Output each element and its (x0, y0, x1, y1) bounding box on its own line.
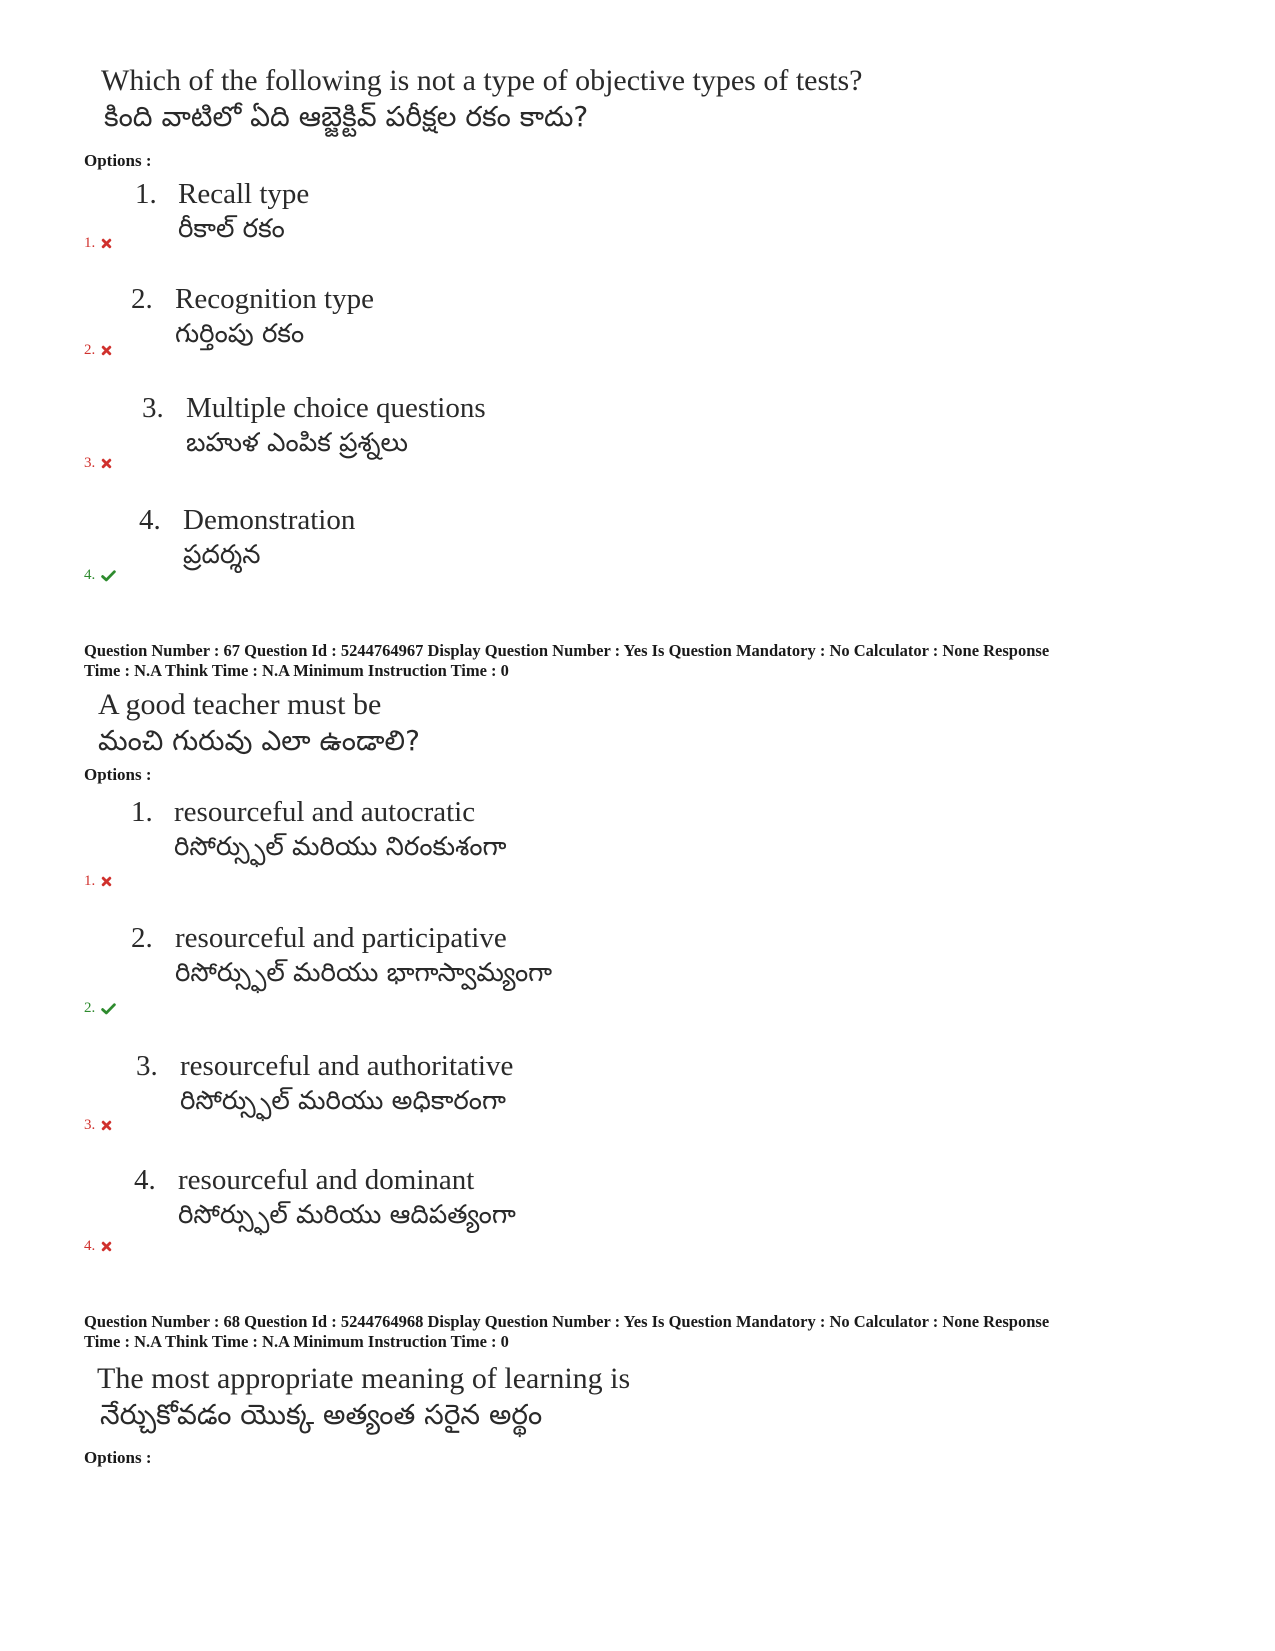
option-text-te: రిసోర్స్ఫుల్ మరియు ఆదిపత్యంగా (178, 1200, 516, 1230)
cross-icon (101, 1241, 112, 1252)
option-number: 4. (139, 504, 161, 536)
option-label: 3. (84, 455, 96, 471)
option-text-en: resourceful and authoritative (180, 1050, 514, 1082)
question-68-text-te: నేర్చుకోవడం యొక్క అత్యంత సరైన అర్థం (100, 1398, 543, 1431)
option-status-wrong (84, 342, 112, 359)
option-label: 3. (84, 1117, 96, 1133)
options-heading: Options : (84, 1448, 152, 1467)
option-text-en: resourceful and participative (175, 922, 507, 954)
check-icon (101, 570, 116, 582)
option-status-wrong (84, 873, 112, 890)
cross-icon (101, 238, 112, 249)
option-label: 1. (84, 235, 96, 251)
option-text-en: Recognition type (175, 283, 374, 315)
meta-line-1: Question Number : 67 Question Id : 5244764967 Display Question Number : Yes Is Question Mandatory : No Calculator : None Response (84, 641, 1050, 660)
question-67-text-te: మంచి గురువు ఎలా ఉండాలి? (98, 724, 420, 757)
question-68-meta (84, 1312, 1204, 1352)
option-text-te: రీకాల్ రకం (178, 214, 285, 244)
option-number: 3. (136, 1050, 158, 1082)
option-text-te: గుర్తింపు రకం (175, 319, 305, 349)
option-label: 1. (84, 873, 96, 889)
option-status-correct (84, 567, 116, 584)
meta-line-2: Time : N.A Think Time : N.A Minimum Instruction Time : 0 (84, 1332, 509, 1351)
option-status-correct (84, 1000, 116, 1017)
options-heading: Options : (84, 765, 152, 784)
option-text-en: resourceful and autocratic (174, 796, 476, 828)
cross-icon (101, 876, 112, 887)
option-number: 1. (135, 178, 157, 210)
option-text-te: రిసోర్స్ఫుల్ మరియు అధికారంగా (180, 1086, 506, 1116)
option-status-wrong (84, 235, 112, 252)
meta-line-2: Time : N.A Think Time : N.A Minimum Instruction Time : 0 (84, 661, 509, 680)
question-67-meta (84, 641, 1204, 681)
option-text-en: Demonstration (183, 504, 356, 536)
question-68-text-en: The most appropriate meaning of learning is (97, 1362, 631, 1395)
option-number: 2. (131, 283, 153, 315)
option-status-wrong (84, 1117, 112, 1134)
cross-icon (101, 458, 112, 469)
option-number: 1. (131, 796, 153, 828)
option-text-en: resourceful and dominant (178, 1164, 475, 1196)
option-text-en: Recall type (178, 178, 310, 210)
option-label: 4. (84, 567, 96, 583)
option-text-te: రిసోర్స్ఫుల్ మరియు నిరంకుశంగా (174, 832, 507, 862)
option-number: 3. (142, 392, 164, 424)
question-67-text-en: A good teacher must be (98, 688, 382, 721)
option-label: 2. (84, 342, 96, 358)
option-text-te: ప్రదర్శన (183, 540, 261, 570)
cross-icon (101, 345, 112, 356)
meta-line-1: Question Number : 68 Question Id : 5244764968 Display Question Number : Yes Is Question Mandatory : No Calculator : None Response (84, 1312, 1050, 1331)
option-text-en: Multiple choice questions (186, 392, 486, 424)
option-label: 2. (84, 1000, 96, 1016)
option-text-te: బహుళ ఎంపిక ప్రశ్నలు (186, 428, 408, 458)
option-label: 4. (84, 1238, 96, 1254)
question-66-text-te: కింది వాటిలో ఏది ఆబ్జెక్టివ్ పరీక్షల రకం కాదు? (104, 100, 589, 133)
cross-icon (101, 1120, 112, 1131)
check-icon (101, 1003, 116, 1015)
option-number: 2. (131, 922, 153, 954)
option-status-wrong (84, 1238, 112, 1255)
question-66-text-en: Which of the following is not a type of objective types of tests? (101, 64, 863, 97)
option-number: 4. (134, 1164, 156, 1196)
option-status-wrong (84, 455, 112, 472)
option-text-te: రిసోర్స్ఫుల్ మరియు భాగాస్వామ్యంగా (175, 958, 553, 988)
options-heading: Options : (84, 151, 152, 170)
